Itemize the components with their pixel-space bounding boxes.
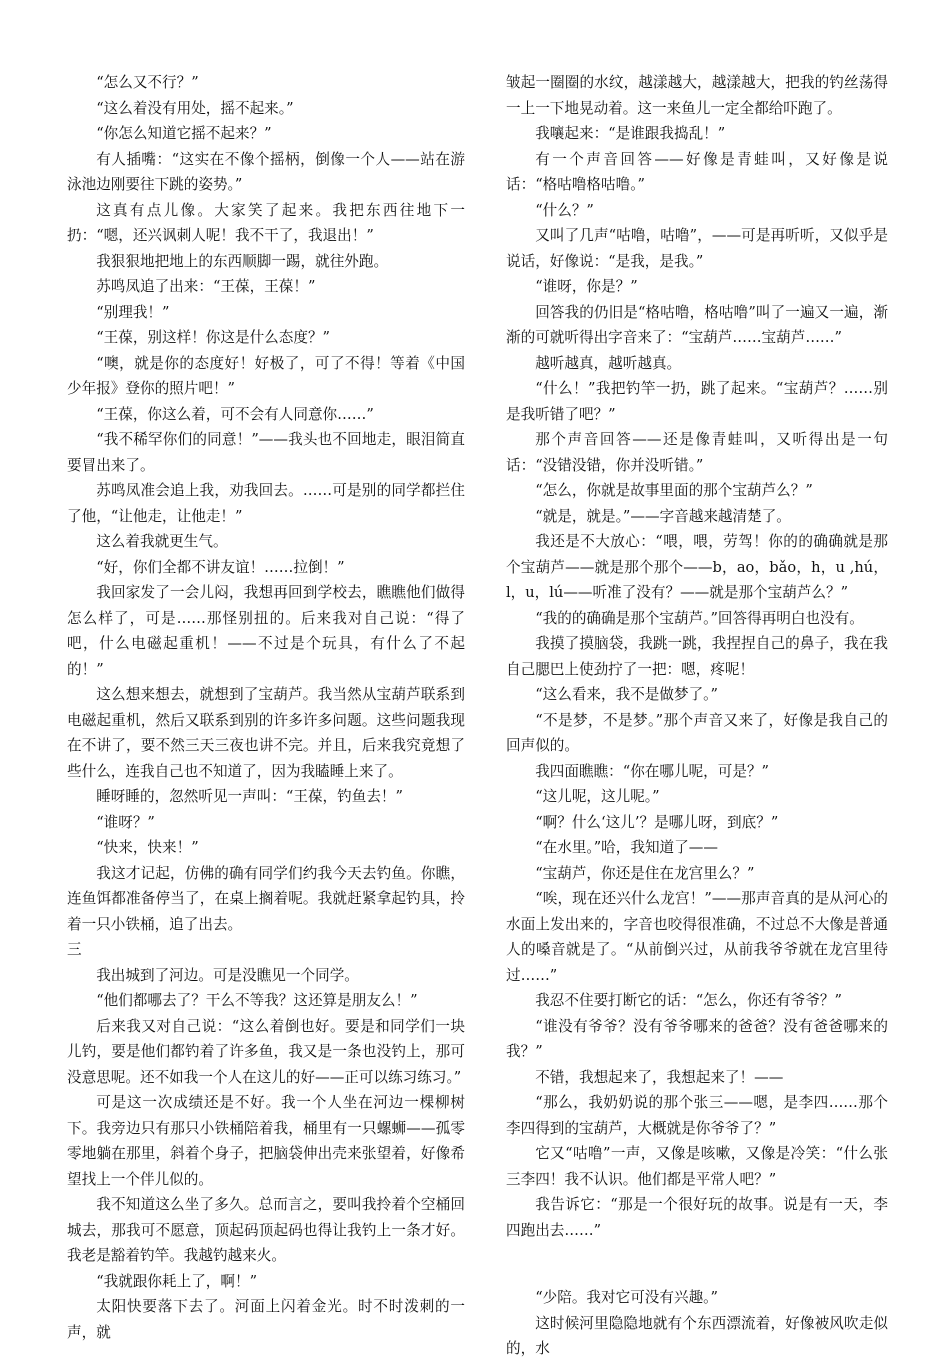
paragraph: 越听越真，越听越真。 bbox=[535, 354, 682, 372]
paragraph: 我忍不住要打断它的话：“怎么，你还有爷爷？” bbox=[535, 992, 842, 1009]
paragraph: “王葆，你这么着，可不会有人同意你……” bbox=[96, 405, 374, 423]
paragraph: 那个声音回答——还是像青蛙叫，又听得出是一句话：“没错没错，你并没听错。” bbox=[506, 431, 888, 474]
paragraph: “谁呀，你是？” bbox=[535, 278, 638, 295]
paragraph: “什么！”我把钓竿一扔，跳了起来。“宝葫芦？……别是我听错了吧？” bbox=[506, 380, 888, 423]
paragraph: “啊？什么‘这儿’？是哪儿呀，到底？” bbox=[535, 813, 779, 831]
paragraph: “这儿呢，这儿呢。” bbox=[535, 788, 660, 805]
paragraph: “我的的确确是那个宝葫芦。”回答得再明白也没有。 bbox=[535, 609, 864, 627]
paragraph: 我这才记起，仿佛的确有同学们约我今天去钓鱼。你瞧，连鱼饵都准备停当了，在桌上搁着呢。我就赶紧拿起钓具，拎着一只小铁桶，追了出去。 bbox=[67, 864, 465, 933]
paragraph: “好，你们全都不讲友谊！……拉倒！” bbox=[96, 558, 345, 576]
paragraph-continued: 皱起一圈圈的水纹，越漾越大，越漾越大，把我的钓丝荡得一上一下地晃动着。这一来鱼儿一定全都给吓跑了。 bbox=[506, 74, 888, 117]
paragraph: 这时候河里隐隐地就有个东西漂流着，好像被风吹走似的，水 bbox=[506, 1314, 888, 1357]
paragraph: “不是梦，不是梦。”那个声音又来了，好像是我自己的回声似的。 bbox=[506, 711, 888, 754]
paragraph: 这真有点儿像。大家笑了起来。我把东西往地下一扔：“嗯，还兴讽刺人呢！我不干了，我退出！” bbox=[67, 201, 465, 244]
paragraph: 有一个声音回答——好像是青蛙叫，又好像是说话：“格咕噜格咕噜。” bbox=[506, 150, 888, 193]
right-column bbox=[506, 70, 888, 1362]
paragraph: 太阳快要落下去了。河面上闪着金光。时不时泼刺的一声，就 bbox=[67, 1298, 465, 1341]
paragraph: 可是这一次成绩还是不好。我一个人坐在河边一棵柳树下。我旁边只有那只小铁桶陪着我，桶里有一只螺蛳——孤零零地躺在那里，斜着个身子，把脑袋伸出壳来张望着，好像希望找上一个伴儿似的。 bbox=[67, 1094, 465, 1188]
paragraph: “就是，就是。”——字音越来越清楚了。 bbox=[535, 507, 791, 525]
paragraph: “怎么，你就是故事里面的那个宝葫芦么？” bbox=[535, 482, 813, 499]
paragraph: “在水里。”哈，我知道了—— bbox=[535, 839, 718, 856]
paragraph: “那么，我奶奶说的那个张三——嗯，是李四……那个李四得到的宝葫芦，大概就是你爷爷了？” bbox=[506, 1094, 888, 1137]
paragraph: “谁没有爷爷？没有爷爷哪来的爸爸？没有爸爸哪来的我？” bbox=[506, 1017, 888, 1060]
paragraph: 这么着我就更生气。 bbox=[96, 533, 228, 550]
paragraph: “少陪。我对它可没有兴趣。” bbox=[535, 1289, 718, 1306]
paragraph: “什么？” bbox=[535, 201, 594, 219]
paragraph: “谁呀？” bbox=[96, 813, 155, 831]
paragraph: “我不稀罕你们的同意！”——我头也不回地走，眼泪简直要冒出来了。 bbox=[67, 431, 465, 474]
paragraph: “别理我！” bbox=[96, 303, 170, 321]
paragraph: 睡呀睡的，忽然听见一声叫：“王葆，钓鱼去！” bbox=[96, 788, 403, 805]
paragraph: 我四面瞧瞧：“你在哪儿呢，可是？” bbox=[535, 762, 770, 780]
paragraph: “你怎么知道它摇不起来？” bbox=[96, 125, 272, 142]
paragraph: “怎么又不行？” bbox=[96, 74, 199, 91]
paragraph: “宝葫芦，你还是住在龙宫里么？” bbox=[535, 864, 755, 882]
blank-gap bbox=[506, 1243, 888, 1285]
paragraph: “我就跟你耗上了，啊！” bbox=[96, 1272, 258, 1290]
paragraph: “这么着没有用处，摇不起来。” bbox=[96, 99, 294, 117]
paragraph: 我摸了摸脑袋，我跳一跳，我捏捏自己的鼻子，我在我自己腮巴上使劲拧了一把：嗯，疼呢！ bbox=[506, 635, 888, 678]
paragraph: “这么看来，我不是做梦了。” bbox=[535, 686, 718, 703]
paragraph: “唉，现在还兴什么龙宫！”——那声音真的是从河心的水面上发出来的，字音也咬得很准确，不过总不大像是普通人的嗓音就是了。“从前倒兴过，从前我爷爷就在龙宫里待过……” bbox=[506, 890, 888, 984]
paragraph: 我出城到了河边。可是没瞧见一个同学。 bbox=[96, 966, 359, 984]
paragraph: 我回家发了一会儿闷，我想再回到学校去，瞧瞧他们做得怎么样了，可是……那怪别扭的。后来我对自己说：“得了吧，什么电磁起重机！——不过是个玩具，有什么了不起的！” bbox=[67, 584, 465, 678]
left-column bbox=[67, 70, 465, 1345]
paragraph: 我还是不大放心：“喂，喂，劳驾！你的的确确就是那个宝葫芦——就是那个那个——b，ao，bǎo，h，u ,hú，l，u，lú——听准了没有？——就是那个宝葫芦么？” bbox=[506, 533, 888, 601]
paragraph: 苏鸣凤准会追上我，劝我回去。……可是别的同学都拦住了他，“让他走，让他走！” bbox=[67, 482, 465, 525]
paragraph: “他们都哪去了？干么不等我？这还算是朋友么！” bbox=[96, 992, 418, 1009]
paragraph: “王葆，别这样！你这是什么态度？” bbox=[96, 329, 331, 346]
section-heading: 三 bbox=[67, 941, 82, 958]
paragraph: 我嚷起来：“是谁跟我捣乱！” bbox=[535, 125, 726, 142]
paragraph: 这么想来想去，就想到了宝葫芦。我当然从宝葫芦联系到电磁起重机，然后又联系到别的许多许多问题。这些问题我现在不讲了，要不然三天三夜也讲不完。并且，后来我究竟想了些什么，连我自己也不知道了，因为我瞌睡上来了。 bbox=[67, 686, 465, 780]
paragraph: 它又“咕噜”一声，又像是咳嗽，又像是冷笑：“什么张三李四！我不认识。他们都是平常人吧？” bbox=[506, 1145, 888, 1188]
paragraph: 我狠狠地把地上的东西顺脚一踢，就往外跑。 bbox=[96, 252, 389, 270]
paragraph: 又叫了几声“咕噜，咕噜”，——可是再听听，又似乎是说话，好像说：“是我，是我。” bbox=[506, 227, 888, 270]
paragraph: “快来，快来！” bbox=[96, 839, 199, 856]
paragraph: 后来我又对自己说：“这么着倒也好。要是和同学们一块儿钓，要是他们都钓着了许多鱼，我又是一条也没钓上，那可没意思呢。还不如我一个人在这儿的好——正可以练习练习。” bbox=[67, 1017, 465, 1086]
paragraph: “噢，就是你的态度好！好极了，可了不得！等着《中国少年报》登你的照片吧！” bbox=[67, 354, 465, 397]
paragraph: 我不知道这么坐了多久。总而言之，要叫我拎着个空桶回城去，那我可不愿意，顶起码顶起码也得让我钓上一条才好。我老是豁着钓竿。我越钓越来火。 bbox=[67, 1196, 465, 1264]
paragraph: 不错，我想起来了，我想起来了！—— bbox=[535, 1068, 784, 1086]
paragraph: 有人插嘴：“这实在不像个摇柄，倒像一个人——站在游泳池边刚要往下跳的姿势。” bbox=[67, 150, 465, 193]
paragraph: 苏鸣凤追了出来：“王葆，王葆！” bbox=[96, 278, 316, 295]
paragraph: 回答我的仍旧是“格咕噜，格咕噜”叫了一遍又一遍，渐渐的可就听得出字音来了：“宝葫芦……宝葫芦……” bbox=[506, 303, 888, 346]
paragraph: 我告诉它：“那是一个很好玩的故事。说是有一天，李四跑出去……” bbox=[506, 1196, 888, 1239]
